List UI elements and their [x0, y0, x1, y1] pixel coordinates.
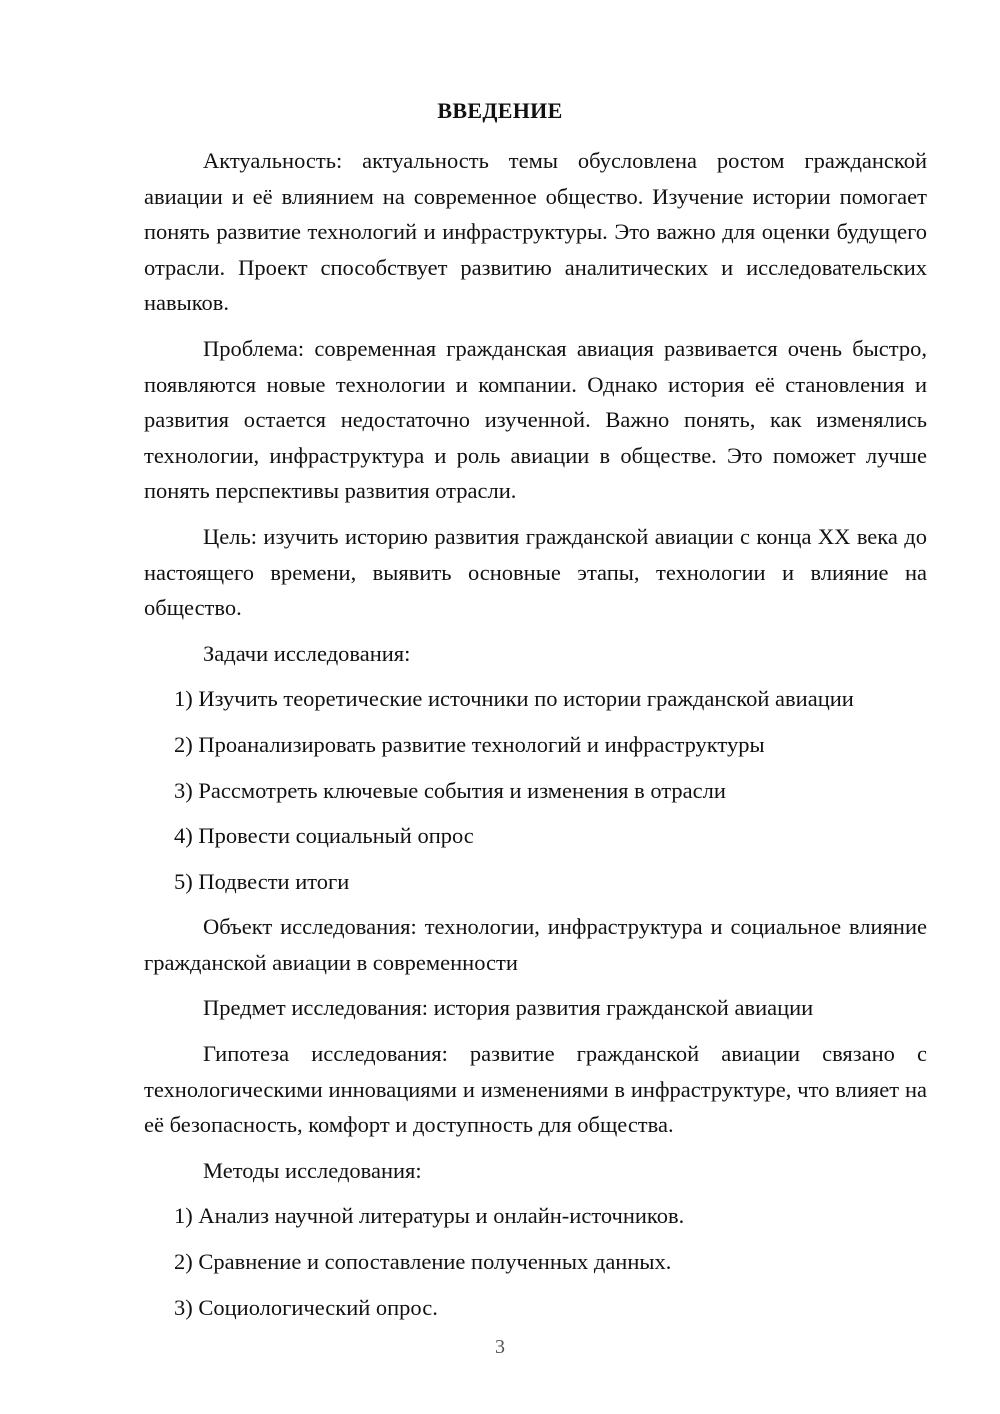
relevance-paragraph: Актуальность: актуальность темы обусловлена ростом гражданской авиации и её влиянием на современное общество. Изучение истории помогает понять развитие технологий и инфраструктуры. Это важно для оценки будущего отрасли. Проект способствует развитию аналитических и исследовательских навыков. — [144, 148, 927, 316]
tasks-list — [144, 681, 927, 899]
tasks-heading: Задачи исследования: — [203, 640, 411, 666]
list-item: 1) Анализ научной литературы и онлайн-источников. — [174, 1203, 685, 1229]
list-item: 2) Сравнение и сопоставление полученных данных. — [174, 1249, 672, 1275]
list-item: 2) Проанализировать развитие технологий и инфраструктуры — [174, 731, 765, 757]
subject-paragraph: Предмет исследования: история развития гражданской авиации — [203, 995, 814, 1021]
list-item: 3) Рассмотреть ключевые события и изменения в отрасли — [174, 777, 726, 803]
page-number: 3 — [495, 1336, 505, 1358]
list-item: 1) Изучить теоретические источники по истории гражданской авиации — [174, 686, 854, 712]
page-title: ВВЕДЕНИЕ — [437, 98, 563, 123]
methods-heading: Методы исследования: — [203, 1157, 422, 1183]
object-paragraph: Объект исследования: технологии, инфраструктура и социальное влияние гражданской авиации в современности — [144, 914, 927, 975]
hypothesis-paragraph: Гипотеза исследования: развитие гражданской авиации связано с технологическими инновациями и изменениями в инфраструктуре, что влияет на её безопасность, комфорт и доступность для общества. — [144, 1041, 927, 1138]
list-item: 4) Провести социальный опрос — [174, 823, 474, 849]
list-item: 5) Подвести итоги — [174, 868, 350, 894]
problem-paragraph: Проблема: современная гражданская авиация развивается очень быстро, появляются новые технологии и компании. Однако история её становления и развития остается недостаточно изученной. Важно понять, как изменялись технологии, инфраструктура и роль авиации в обществе. Это поможет лучше понять перспективы развития отрасли. — [144, 335, 927, 504]
document-body — [144, 143, 927, 1335]
goal-paragraph: Цель: изучить историю развития гражданской авиации с конца XX века до настоящего времени, выявить основные этапы, технологии и влияние на общество. — [144, 523, 927, 621]
methods-list — [144, 1198, 927, 1325]
list-item: 3) Социологический опрос. — [174, 1294, 438, 1320]
